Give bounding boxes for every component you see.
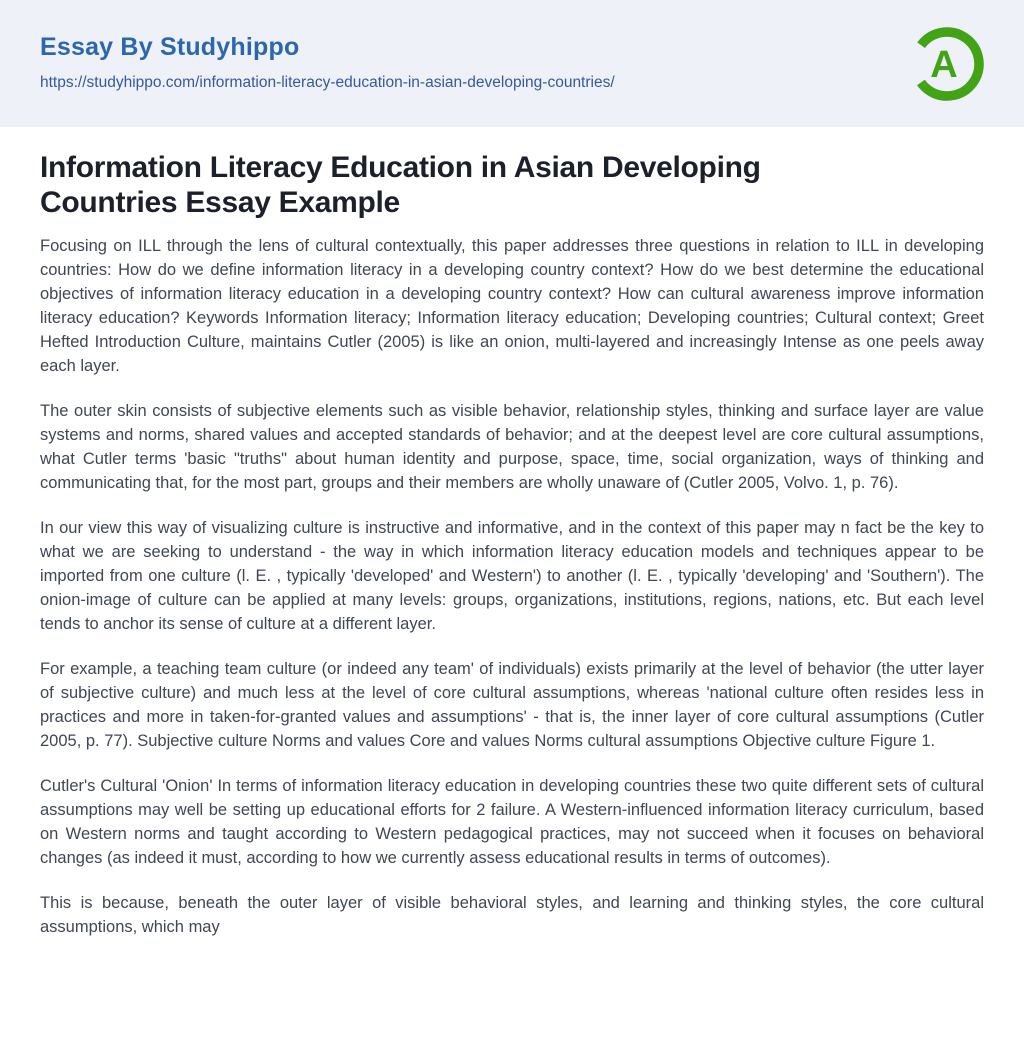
- essay-content: [0, 127, 1024, 939]
- page-header: [0, 0, 1024, 127]
- site-title: Essay By Studyhippo: [40, 32, 300, 61]
- essay-paragraph: The outer skin consists of subjective elements such as visible behavior, relationship styles, thinking and surface layer are value systems and norms, shared values and accepted standards of behavior; and at the deepest level are core cultural assumptions, what Cutler terms 'basic "truths" about human identity and purpose, space, time, social organization, ways of thinking and communicating that, for the most part, groups and their members are wholly unaware of (Cutler 2005, Volvo. 1, p. 76).: [40, 402, 984, 492]
- header-text-block: [40, 34, 615, 93]
- essay-paragraph: Focusing on ILL through the lens of cultural contextually, this paper addresses three questions in relation to ILL in developing countries: How do we define information literacy in a developing country context? How do we best determine the educational objectives of information literacy education in a developing country context? How can cultural awareness improve information literacy education? Keywords Information literacy; Information literacy education; Developing countries; Cultural context; Greet Hefted Introduction Culture, maintains Cutler (2005) is like an onion, multi-layered and increasingly Intense as one peels away each layer.: [40, 237, 984, 375]
- logo-arc-icon: [906, 22, 988, 106]
- essay-paragraph: Cutler's Cultural 'Onion' In terms of information literacy education in developing countries these two quite different sets of cultural assumptions may well be setting up educational efforts for 2 failure. A Western-influenced information literacy curriculum, based on Western norms and taught according to Western pedagogical practices, may not succeed when it focuses on behavioral changes (as indeed it must, according to how we currently assess educational results in terms of outcomes).: [40, 777, 984, 867]
- essay-title: Information Literacy Education in Asian Developing Countries Essay Example: [40, 151, 761, 219]
- essay-paragraph: This is because, beneath the outer layer of visible behavioral styles, and learning and thinking styles, the core cultural assumptions, which may: [40, 894, 984, 936]
- essay-paragraph: In our view this way of visualizing culture is instructive and informative, and in the context of this paper may n fact be the key to what we are seeking to understand - the way in which information literacy education models and techniques appear to be imported from one culture (l. E. , typically 'developed' and Western') to another (l. E. , typically 'developing' and 'Southern'). The onion-image of culture can be applied at many levels: groups, organizations, institutions, regions, nations, etc. But each level tends to anchor its sense of culture at a different layer.: [40, 519, 984, 633]
- source-url-link[interactable]: https://studyhippo.com/information-literacy-education-in-asian-developing-countries/: [40, 74, 615, 92]
- logo-letter: A: [930, 43, 958, 86]
- essay-paragraph: For example, a teaching team culture (or indeed any team' of individuals) exists primarily at the level of behavior (the utter layer of subjective culture) and much less at the level of core cultural assumptions, whereas 'national culture often resides less in practices and more in taken-for-granted values and assumptions' - that is, the inner layer of core cultural assumptions (Cutler 2005, p. 77). Subjective culture Norms and values Core and values Norms cultural assumptions Objective culture Figure 1.: [40, 660, 984, 750]
- studyhippo-logo: [906, 22, 988, 106]
